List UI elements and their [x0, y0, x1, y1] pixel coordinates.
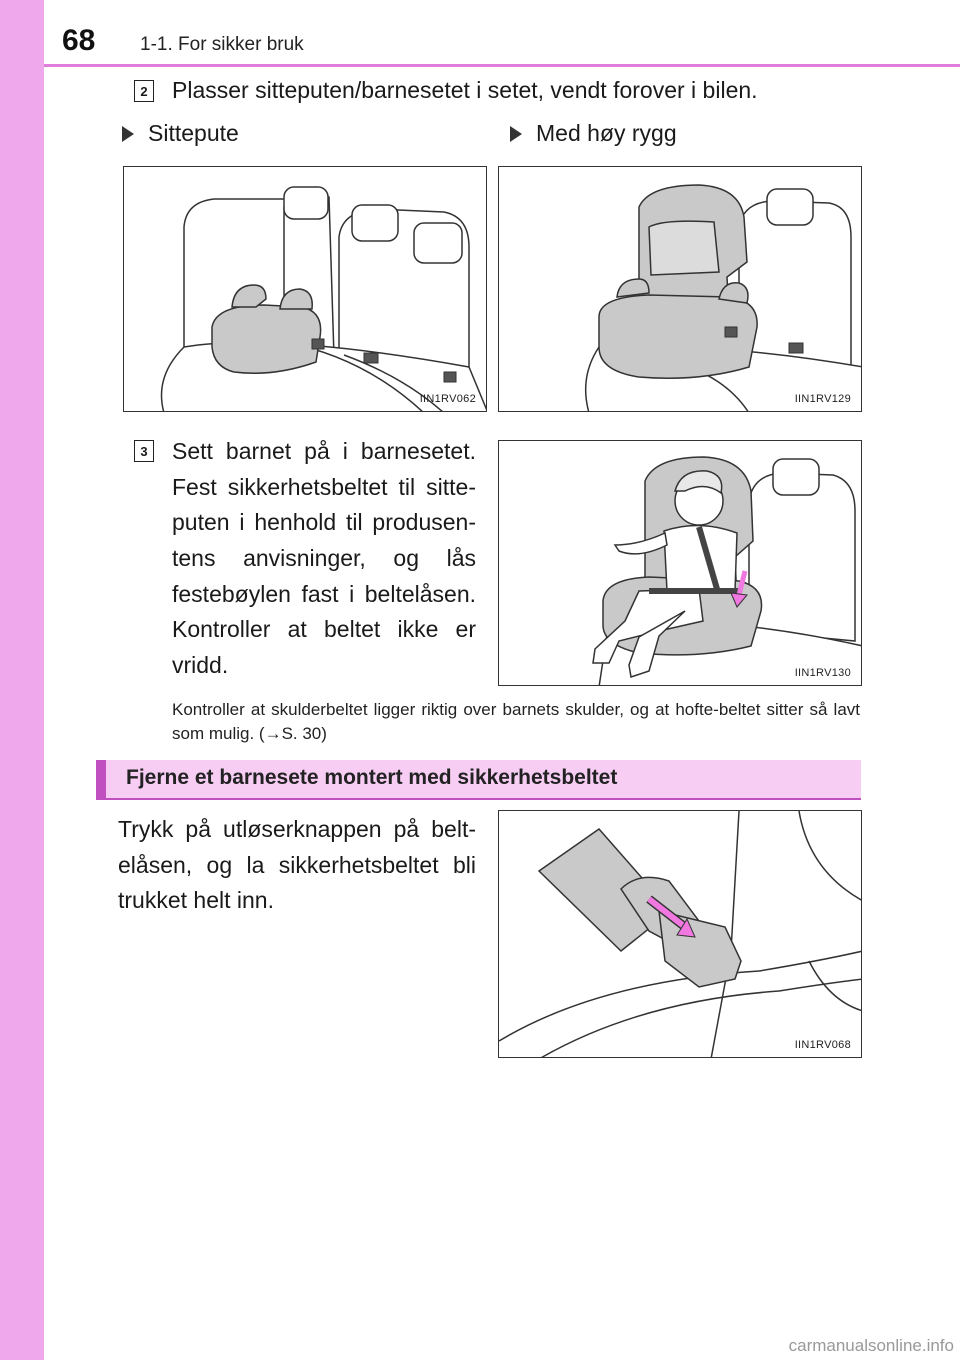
label-booster-text: Sittepute: [148, 120, 239, 146]
figure-child-seated: [498, 440, 862, 686]
figure-code: IIN1RV130: [794, 667, 851, 679]
header-rule: [44, 64, 960, 67]
note-text: Kontroller at skulderbeltet ligger riktig over barnets skulder, og at hofte-beltet sitter så lavt som mulig. (→S. 30): [172, 700, 860, 743]
step-2-text: Plasser sitteputen/barnesetet i setet, vendt forover i bilen.: [172, 77, 758, 103]
step-3-text: Sett barnet på i barnesetet. Fest sikkerhetsbeltet til sitte-puten i henhold til produsen-tens anvisninger, og lås festebøylen fast i beltelåsen. Kontroller at beltet ikke er vridd.: [172, 438, 476, 678]
figure-code: IIN1RV068: [794, 1039, 851, 1051]
step-3-marker: 3: [134, 440, 154, 462]
label-highback: [510, 120, 677, 147]
label-highback-text: Med høy rygg: [536, 120, 677, 146]
figure-belt-release: [498, 810, 862, 1058]
triangle-bullet-icon: [122, 126, 134, 142]
label-booster: [122, 120, 239, 147]
page-number: 68: [62, 24, 96, 57]
step-2-marker: 2: [134, 80, 154, 102]
section-text: Trykk på utløserknappen på belt-elåsen, og la sikkerhetsbeltet bli trukket helt inn.: [118, 816, 476, 914]
figure-booster-cushion: [123, 166, 487, 412]
figure-code: IIN1RV129: [794, 393, 851, 405]
belt-release-illustration: [499, 811, 862, 1058]
triangle-bullet-icon: [510, 126, 522, 142]
highback-seat-illustration: [499, 167, 862, 412]
booster-cushion-illustration: [124, 167, 487, 412]
side-strip: [0, 0, 44, 1360]
breadcrumb: 1-1. For sikker bruk: [140, 34, 304, 55]
child-seated-illustration: [499, 441, 862, 686]
figure-code: IIN1RV062: [419, 393, 476, 405]
watermark: carmanualsonline.info: [788, 1336, 954, 1355]
section-header: [96, 760, 861, 798]
section-rule: [96, 798, 861, 800]
section-title: Fjerne et barnesete montert med sikkerhetsbeltet: [126, 766, 618, 789]
figure-highback-seat: [498, 166, 862, 412]
